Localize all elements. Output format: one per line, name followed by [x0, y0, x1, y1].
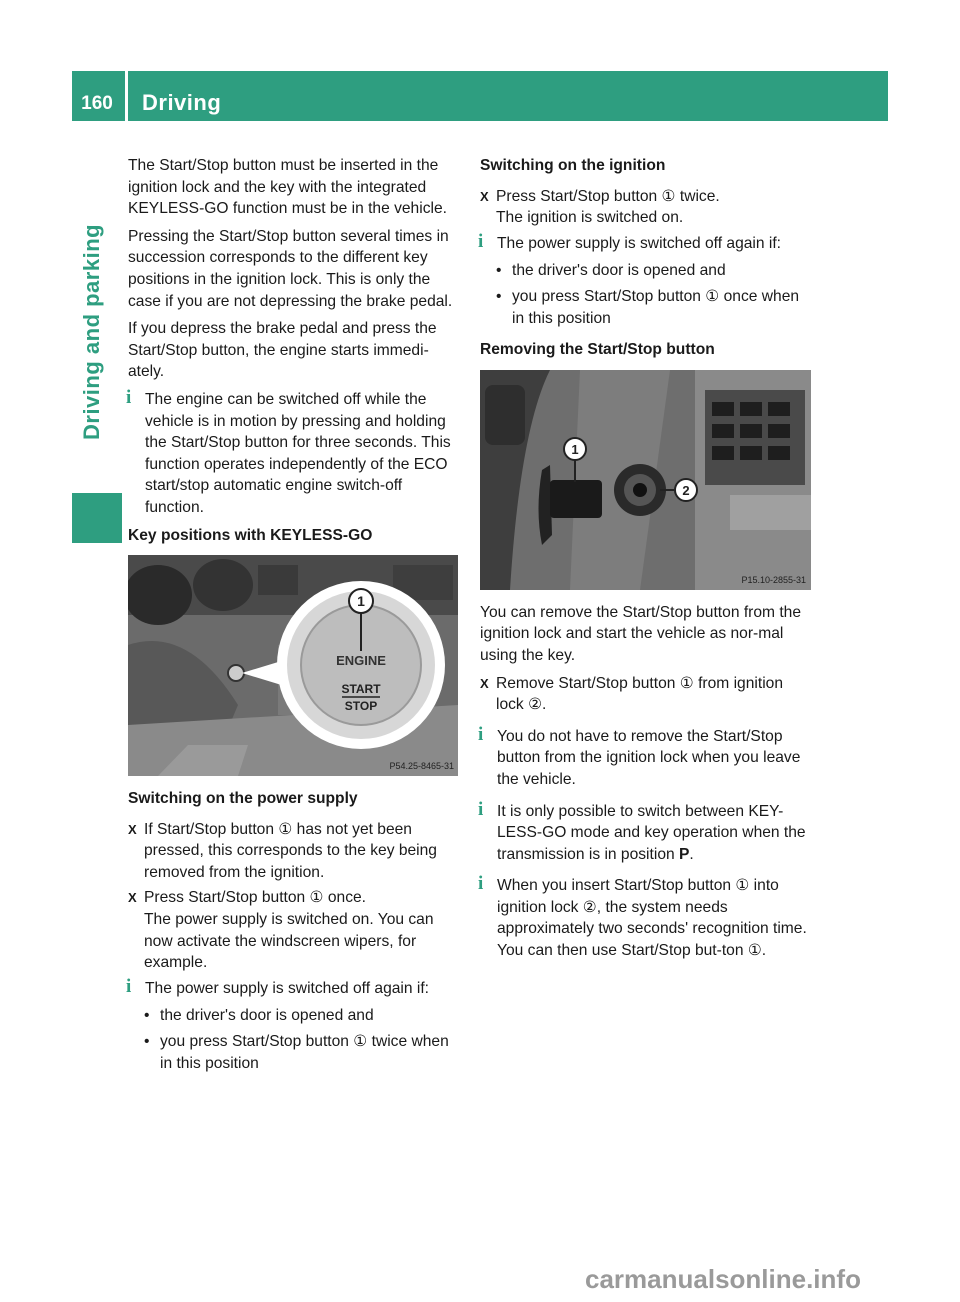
info-icon: i: [126, 975, 132, 997]
section-heading: Switching on the power supply: [128, 790, 358, 808]
step: [128, 819, 460, 884]
step: [128, 887, 460, 973]
figure-code: P15.10-2855-31: [741, 574, 806, 585]
paragraph: You can remove the Start/Stop button from the ignition lock and start the vehicle as nor-mal using the key.: [480, 603, 802, 664]
left-column: [128, 155, 460, 1078]
info-icon: i: [478, 798, 484, 820]
info-note: [480, 875, 812, 961]
info-note: [478, 723, 812, 791]
info-text: When you insert Start/Stop button ① into ignition lock ②, the system needs approximately two seconds' recognition time. You can then use Start/Stop but-ton ①.: [497, 877, 807, 960]
right-column: [480, 155, 812, 968]
info-icon: i: [478, 723, 484, 745]
stop-label: STOP: [344, 699, 378, 714]
side-tab-label: Driving and parking: [79, 223, 104, 440]
info-note: [478, 798, 812, 866]
callout-1: 1: [571, 441, 579, 457]
side-block: [72, 493, 122, 543]
page-number: 160: [81, 93, 113, 114]
list-item: [128, 1031, 460, 1074]
info-text: You do not have to remove the Start/Stop button from the ignition lock when you leave the vehicle.: [497, 727, 801, 788]
info-icon: i: [126, 386, 132, 408]
step: [480, 673, 812, 716]
info-note: [478, 230, 812, 255]
chapter-title: Driving: [142, 90, 222, 115]
bullet-icon: •: [144, 1033, 150, 1051]
paragraph: The Start/Stop button must be inserted in the ignition lock and the key with the integrated KEYLESS-GO function must be in the vehicle.: [128, 157, 447, 218]
list-item: [480, 260, 812, 282]
bullet-icon: •: [496, 287, 502, 305]
info-icon: i: [478, 873, 484, 895]
bullet-icon: •: [496, 262, 502, 280]
arrow-step-icon: X: [480, 188, 489, 204]
info-text: The engine can be switched off while the vehicle is in motion by pressing and holding the Start/Stop button for three seconds. This function operates independently of the ECO start/stop automatic engine switch-off function.: [145, 390, 451, 516]
list-item-text: the driver's door is opened and: [512, 262, 726, 280]
section-heading: Switching on the ignition: [480, 157, 666, 174]
section-heading: Key positions with KEYLESS-GO: [128, 526, 373, 544]
info-icon: i: [478, 230, 484, 252]
figure-code: P54.25-8465-31: [389, 761, 454, 772]
info-note: [126, 386, 460, 519]
list-item: [128, 1005, 460, 1027]
step-text: If Start/Stop button ① has not yet been pressed, this corresponds to the key being removed from the ignition.: [144, 820, 437, 881]
info-text: The power supply is switched off again if:: [497, 234, 782, 252]
gear-position: P: [679, 845, 690, 863]
bullet-icon: •: [144, 1007, 150, 1025]
section-heading: Removing the Start/Stop button: [480, 341, 715, 359]
info-note: [126, 975, 460, 1000]
paragraph: If you depress the brake pedal and press the Start/Stop button, the engine starts immedi-ately.: [128, 320, 437, 381]
step-text: Press Start/Stop button ① once.: [144, 889, 367, 907]
callout-2: 2: [682, 482, 690, 498]
paragraph: Pressing the Start/Stop button several times in succession corresponds to the different key positions in the ignition lock. This is only the case if you are not depressing the brake pedal.: [128, 227, 453, 310]
start-label: START: [341, 682, 381, 697]
callout-1: 1: [357, 593, 365, 610]
arrow-step-icon: X: [480, 675, 489, 691]
header-separator: [125, 71, 128, 121]
list-item-text: you press Start/Stop button ① twice when in this position: [160, 1033, 449, 1072]
step-result: The power supply is switched on. You can now activate the windscreen wipers, for example.: [144, 911, 434, 972]
step-result: The ignition is switched on.: [496, 209, 684, 227]
watermark: carmanualsonline.info: [585, 1264, 861, 1294]
list-item: [480, 286, 812, 329]
list-item-text: the driver's door is opened and: [160, 1007, 374, 1025]
info-text: It is only possible to switch between KEY-LESS-GO mode and key operation when the transmission is in position: [497, 802, 806, 863]
side-tab: [72, 140, 122, 480]
step: [480, 186, 812, 229]
info-text: The power supply is switched off again if:: [145, 979, 430, 997]
engine-label: ENGINE: [336, 653, 386, 669]
step-text: Press Start/Stop button ① twice.: [496, 187, 720, 205]
info-text-end: .: [689, 845, 694, 863]
figure-remove-button: [480, 370, 811, 590]
arrow-step-icon: X: [128, 890, 137, 906]
arrow-step-icon: X: [128, 821, 137, 837]
figure-keyless-go: [128, 555, 458, 776]
step-text: Remove Start/Stop button ① from ignition lock ②.: [496, 674, 784, 714]
list-item-text: you press Start/Stop button ① once when in this position: [512, 287, 800, 327]
